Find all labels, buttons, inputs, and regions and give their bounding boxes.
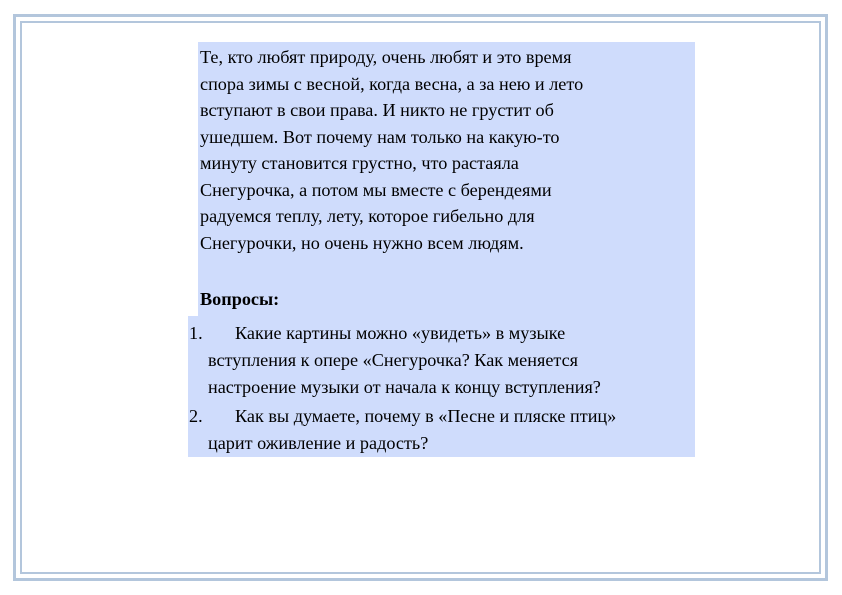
question-number: 1. bbox=[189, 323, 203, 343]
main-text-block bbox=[198, 42, 695, 316]
questions-heading: Вопросы: bbox=[200, 289, 280, 309]
question-number: 2. bbox=[189, 406, 203, 426]
body-paragraph: Те, кто любят природу, очень любят и это время спора зимы с весной, когда весна, а за нею и лето вступают в свои права. И никто не грустит об ушедшем. Вот почему нам только на какую-то минуту становится грустно, что растаяла Снегурочка, а потом мы вместе с берендеями радуемся теплу, лету, которое гибельно для Снегурочки, но очень нужно всем людям. bbox=[200, 47, 584, 253]
questions-list bbox=[188, 316, 695, 457]
question-text: Какие картины можно «увидеть» в музыке вступления к опере «Снегурочка? Как меняется настроение музыки от начала к концу вступления? bbox=[208, 323, 601, 397]
question-item-2 bbox=[188, 403, 695, 457]
question-text: Как вы думаете, почему в «Песне и пляске птиц» царит оживление и радость? bbox=[208, 406, 617, 453]
question-item-1 bbox=[188, 320, 695, 401]
